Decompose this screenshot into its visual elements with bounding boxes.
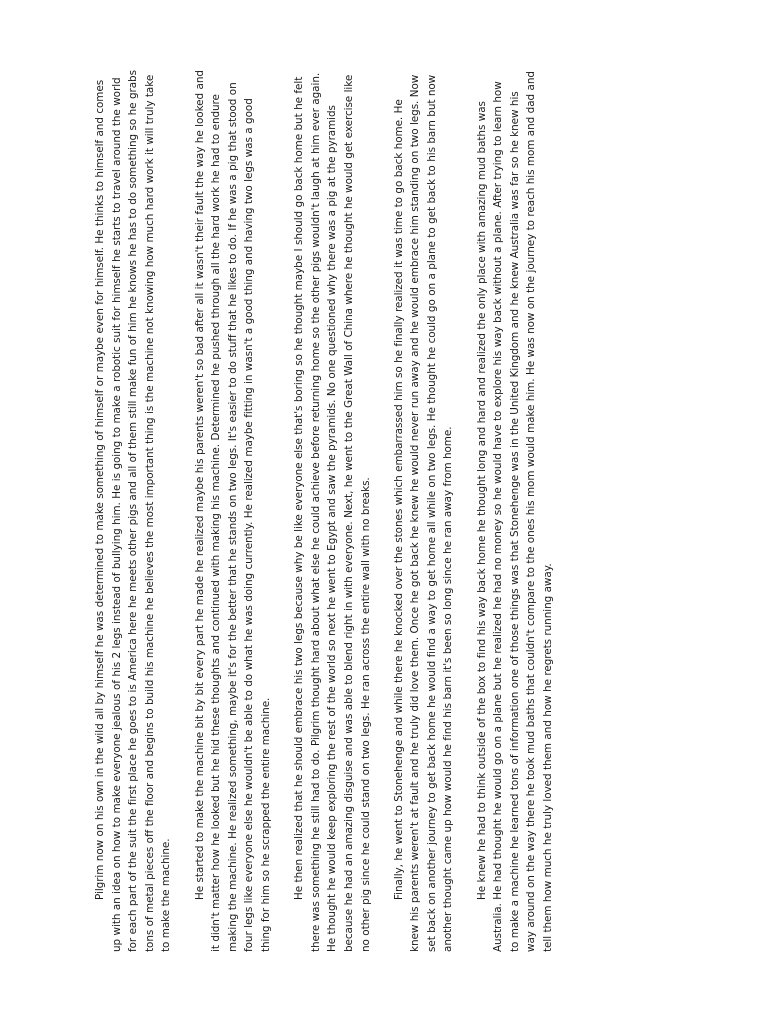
paragraph-4: Finally, he went to Stonehenge and while there he knocked over the stones which embarrassed him so he finally realized it was time to go back home. He knew his parents weren't at fault and he truly did love them. Once he got back he knew he would never run away and he would embrace him standing on two legs. Now set back on another journey to get back home he would find a way to get home all while on two legs. He thought he could go on a plane to get back to his barn but now another thought came up how would he find his barn it's been so long since he ran away from home. — [392, 74, 455, 952]
paragraph-1: Pilgrim now on his own in the wild all by himself he was determined to make something of himself or maybe even for himself. He thinks to himself and comes up with an idea on how to make everyone jealous of his 2 legs instead of bullying him. He is going to make a robotic suit for himself he starts to travel around the world for each part of the suit the first place he goes to is America here he meets other pigs and all of them still make fun of him he knows he has to do something so he grabs tons of metal pieces off the floor and begins to build his machine he believes the most important thing is the machine not knowing how much hard work it will truly take to make the machine. — [94, 70, 173, 952]
paragraph-5: He knew he had to think outside of the box to find his way back home he thought long and hard and realized the only place with amazing mud baths was Australia. He had thought he would go on a plane but he realized he had no money so he would have to explore his way back without a plane. After trying to learn how to make a machine he learned tons of information one of those things was that Stonehenge was in the United Kingdom and he knew Australia was far so he knew his way around on the way there he took mud baths that couldn't compare to the ones his mom would make him. He was now on the journey to reach his mom and dad and tell them how much he truly loved them and how he regrets running away. — [475, 71, 555, 952]
paragraph-2: He started to make the machine bit by bit every part he made he realized maybe his parents weren't so bad after all it wasn't their fault the way he looked and it didn't matter how he looked but he hid these thoughts and continued with making his machine. Determined he pushed through all the hard work he had to endure making the machine. He realized something, maybe it's for the better that he stands on two legs. It's easier to do stuff that he likes to do. If he was a pig that stood on four legs like everyone else he wouldn't be able to do what he was doing currently. He realized maybe fitting in wasn't a good thing and having two legs was a good thing for him so he scrapped the entire machine. — [193, 70, 272, 952]
paragraph-3: He then realized that he should embrace his two legs because why be like everyone else that's boring so he thought maybe I should go back home but he felt there was something he still had to do. Pilgrim thought hard about what else he could achieve before returning home so the other pigs wouldn't laugh at him ever again. He thought he would keep exploring the rest of the world so next he went to Egypt and saw the pyramids. No one questioned why there was a pig at the pyramids because he had an amazing disguise and was able to blend right in with everyone. Next, he went to the Great Wall of China where he thought he would get exercise like no other pig since he could stand on two legs. He ran across the entire wall with no breaks. — [293, 72, 372, 952]
